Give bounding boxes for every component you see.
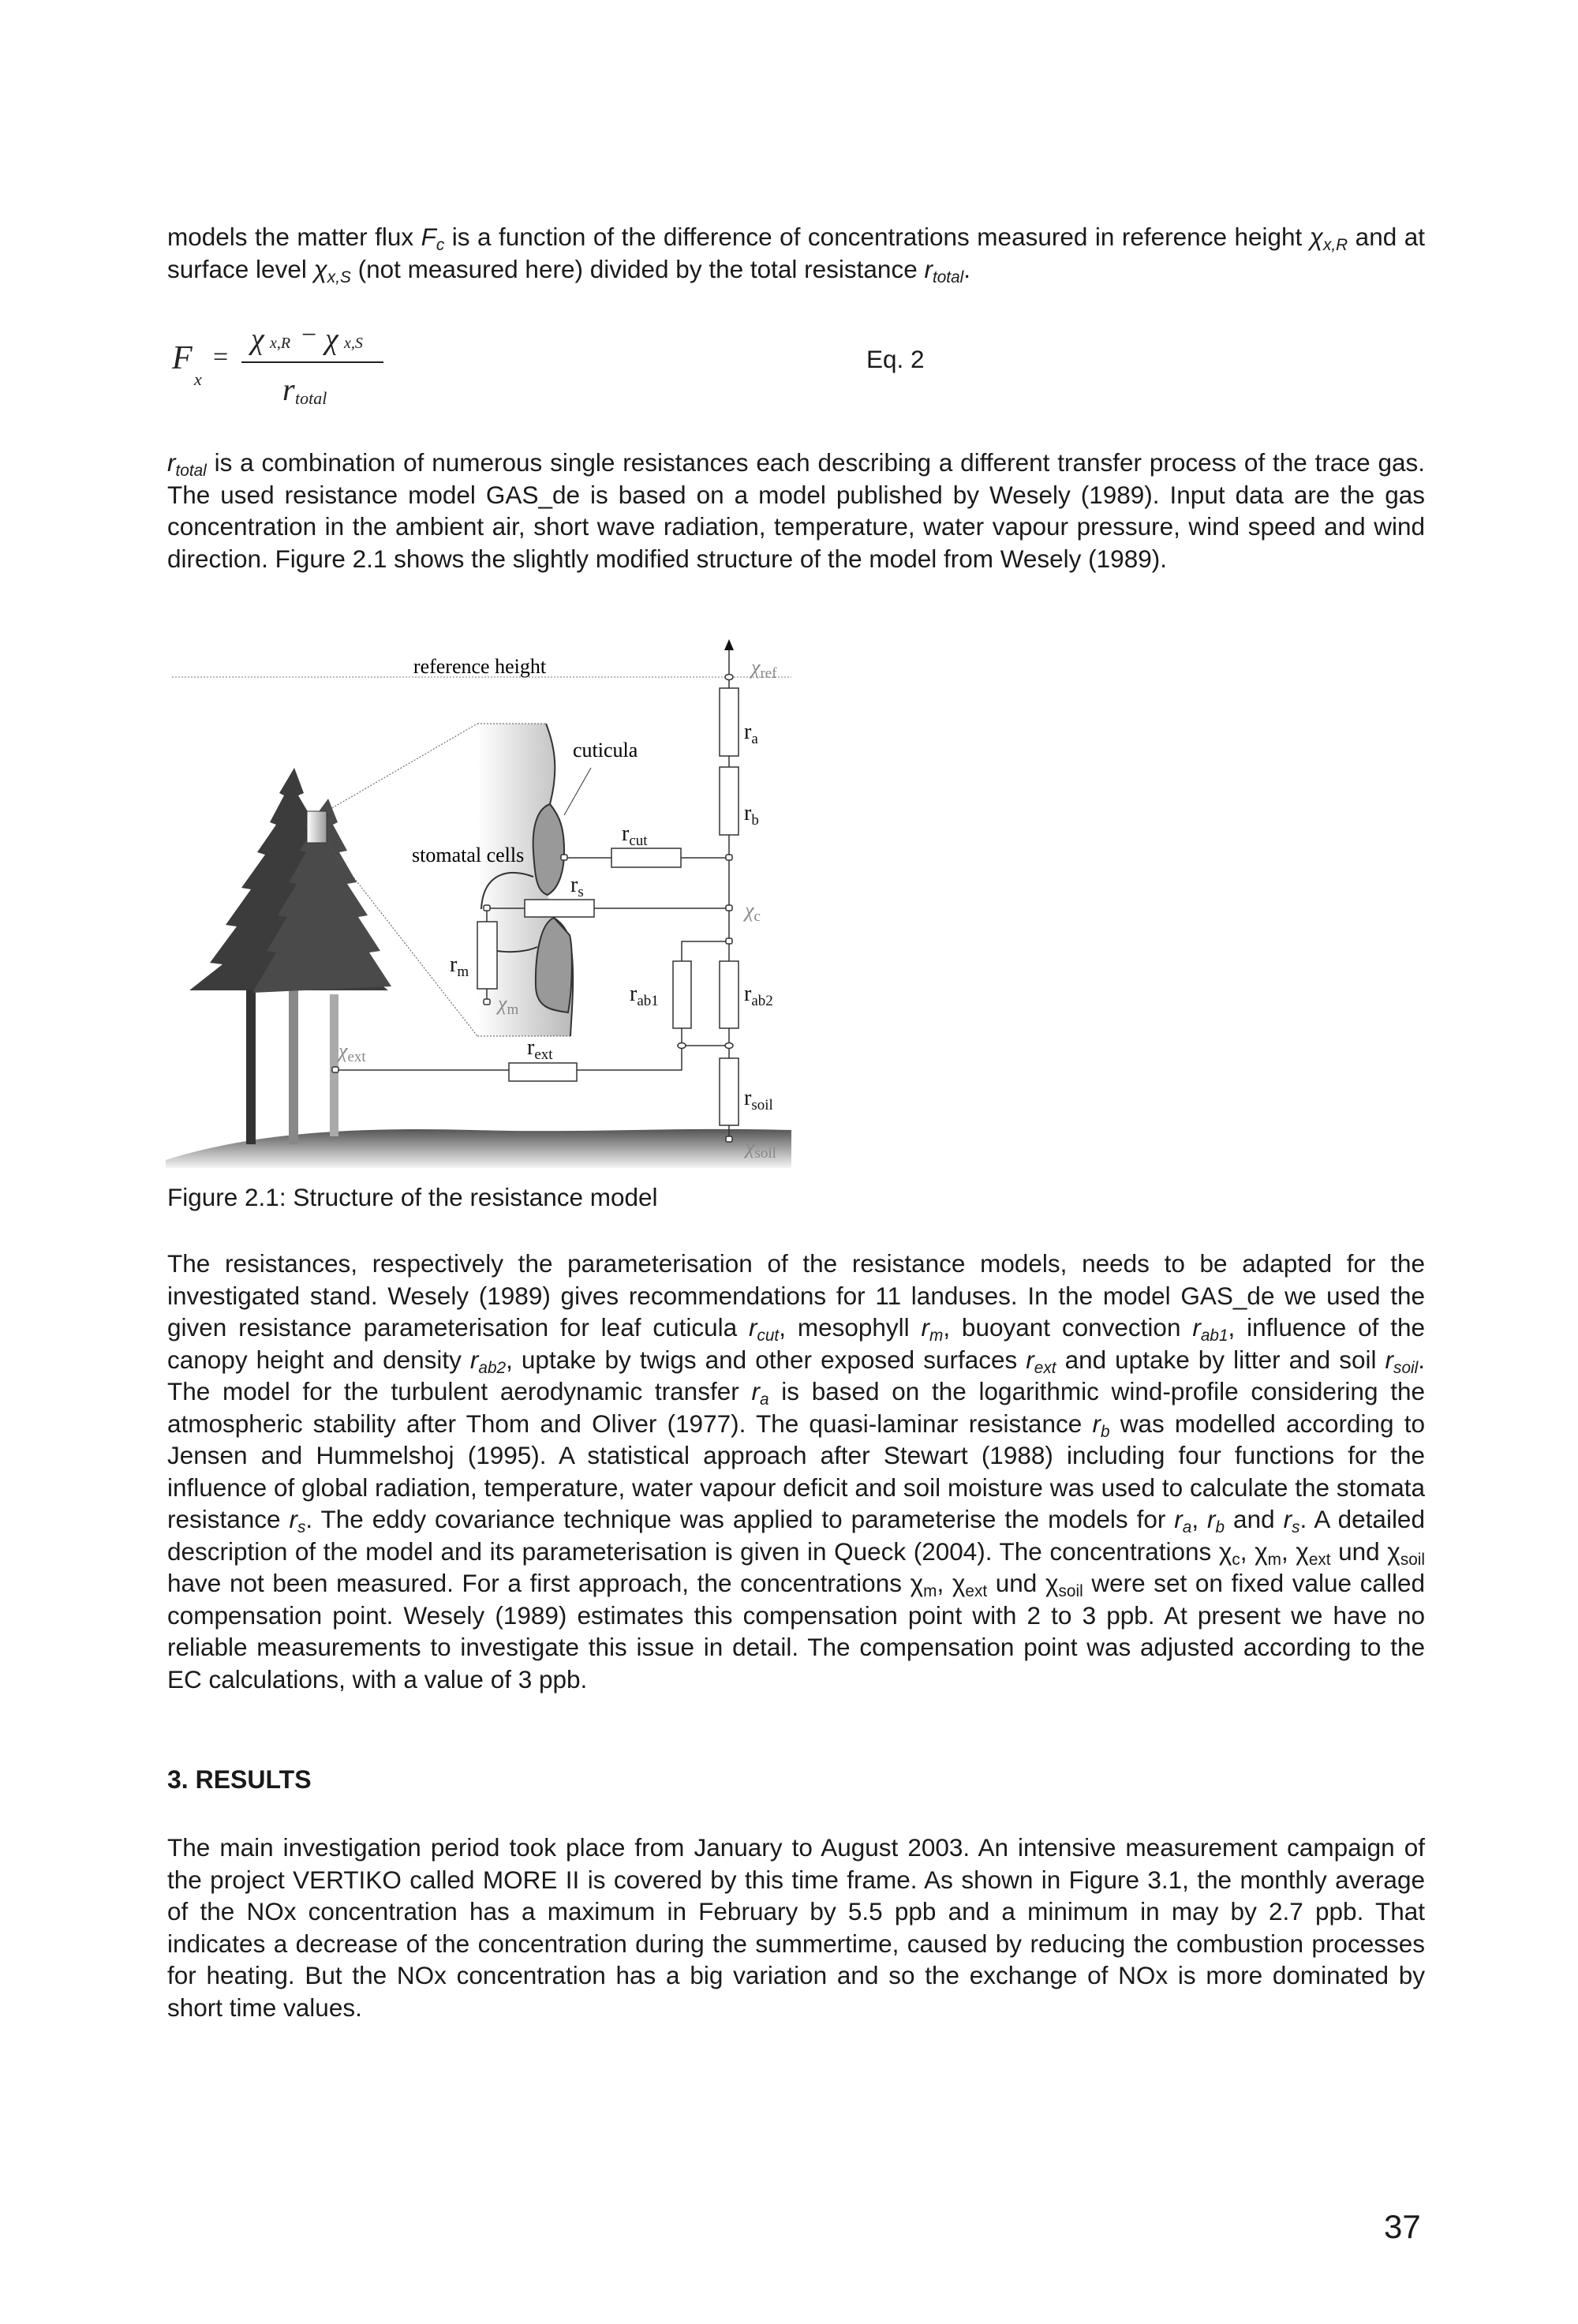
symbol-subscript: a	[759, 1390, 769, 1409]
reference-height-label: reference height	[413, 655, 547, 678]
math-symbol	[952, 1569, 988, 1600]
text-run: and	[1225, 1505, 1284, 1533]
flux-arrow-icon	[724, 639, 734, 650]
math-symbol	[421, 223, 445, 254]
eq-den: r	[282, 372, 295, 407]
cuticula-label: cuticula	[573, 739, 638, 762]
eq-equals: =	[213, 342, 229, 372]
symbol-subscript: ext	[1034, 1358, 1056, 1377]
math-symbol	[1218, 1536, 1240, 1569]
text-run: is based on the logarithmic wind-profile considering the atmospheric stability after Thom and Oliver (1977). The quasi-laminar resistance	[167, 1377, 1425, 1438]
math-symbol	[924, 254, 964, 286]
symbol-subscript: s	[297, 1518, 306, 1536]
math-symbol	[167, 448, 207, 480]
eq-minus: −	[301, 320, 317, 350]
resistor-rm	[477, 922, 497, 989]
math-symbol	[1174, 1505, 1192, 1536]
text-run: models the matter flux	[167, 223, 421, 251]
eq-den-sub: total	[295, 388, 327, 408]
cuticula-pointer	[564, 768, 591, 815]
text-run: and at surface level	[167, 223, 1425, 283]
label-chi-c: χc	[745, 899, 761, 925]
text-run: ,	[937, 1569, 952, 1597]
text-run: ,	[1240, 1536, 1255, 1566]
math-symbol	[289, 1505, 306, 1536]
resistor-rb	[720, 767, 739, 835]
label-chi-m: χm	[498, 992, 519, 1018]
ground	[166, 1129, 791, 1168]
text-run: , buoyant convection	[943, 1313, 1193, 1342]
symbol-subscript: total	[932, 268, 964, 286]
text-run: und	[987, 1569, 1045, 1597]
symbol-subscript: a	[1182, 1518, 1192, 1536]
paragraph-model	[167, 447, 1425, 574]
paragraph-results	[167, 1832, 1425, 2023]
zoom-line	[327, 724, 477, 811]
text-run: is a combination of numerous single resistances each describing a different transfer process of the trace gas. The used resistance model GAS_de is based on a model published by Wesely (1989). Input data are the gas concentration in the ambient air, short wave radiation, temperature, water vapour pressure, wind speed and wind direction. Figure 2.1 shows the slightly modified structure of the model from Wesely (1989).	[167, 448, 1425, 573]
text-run: (not measured here) divided by the total resistance	[350, 254, 925, 283]
text-run: .	[963, 254, 971, 283]
math-symbol	[1026, 1345, 1056, 1377]
symbol-base: r	[469, 1345, 479, 1374]
math-symbol	[1387, 1536, 1425, 1569]
equation-number: Eq. 2	[866, 345, 925, 373]
symbol-base: r	[1207, 1505, 1216, 1533]
resistor-rs	[525, 900, 594, 917]
text-run: is a function of the difference of concentrations measured in reference height	[444, 223, 1310, 251]
symbol-subscript: m	[929, 1326, 944, 1345]
text-run: The main investigation period took place from January to August 2003. An intensive measurement campaign of the project VERTIKO called MORE II is covered by this time frame. As shown in Figure 3.1, the monthly average of the NOx concentration has a maximum in February by 5.5 ppb and a minimum in may by 2.7 ppb. That indicates a decrease of the concentration during the summertime, caused by reducing the combustion processes for heating. But the NOx concentration has a big variation and so the exchange of NOx is more dominated by short time values.	[167, 1833, 1425, 2022]
symbol-base: r	[748, 1313, 757, 1342]
math-symbol	[1255, 1536, 1281, 1569]
page-number: 37	[1384, 2208, 1421, 2245]
resistor-rab1	[673, 961, 691, 1028]
symbol-subscript: c	[1232, 1550, 1240, 1569]
conifer-trees	[189, 768, 391, 993]
section-heading: 3. RESULTS	[167, 1765, 312, 1794]
math-symbol	[751, 1377, 769, 1409]
text-run: , mesophyll	[779, 1313, 922, 1342]
symbol-base: r	[167, 448, 176, 477]
math-symbol	[469, 1345, 507, 1377]
symbol-subscript: soil	[1058, 1581, 1083, 1600]
symbol-base: χ	[1218, 1536, 1232, 1566]
label-rab1: $r_{ab1}$	[630, 982, 659, 1009]
fraction-bar	[241, 361, 383, 363]
eq-num-a: χ	[251, 323, 264, 356]
tree-trunk	[289, 986, 298, 1144]
symbol-base: r	[921, 1313, 929, 1342]
symbol-base: χ	[1309, 223, 1323, 251]
label-ra: $r_a$	[744, 720, 758, 747]
symbol-base: r	[289, 1505, 298, 1533]
math-symbol	[1092, 1409, 1110, 1441]
resistor-ra	[720, 688, 739, 756]
symbol-base: χ	[313, 254, 327, 283]
text-run: ,	[1281, 1536, 1296, 1566]
resistance-model-figure	[158, 616, 805, 1184]
label-chi-ext: χext	[338, 1039, 366, 1065]
label-rb: $r_b$	[744, 801, 759, 829]
symbol-base: χ	[1255, 1536, 1268, 1566]
symbol-base: r	[1174, 1505, 1183, 1533]
resistor-rab2	[720, 961, 739, 1028]
text-run: . The eddy covariance technique was applied to parameterise the models for	[305, 1505, 1175, 1533]
symbol-subscript: m	[923, 1581, 937, 1600]
label-chi-ref: χref	[751, 656, 777, 682]
symbol-base: r	[751, 1377, 760, 1405]
resistor-rext	[509, 1063, 577, 1081]
symbol-subscript: ext	[1308, 1550, 1331, 1569]
label-rcut: $r_{cut}$	[622, 821, 648, 849]
symbol-subscript: s	[1292, 1518, 1300, 1536]
eq-lhs-sub: x	[194, 369, 202, 389]
guard-cell-upper	[533, 804, 564, 895]
math-symbol	[748, 1313, 780, 1345]
label-rab2: $r_{ab2}$	[744, 982, 773, 1009]
label-rsoil: $r_{soil}$	[744, 1086, 773, 1113]
paragraph-intro	[167, 221, 1425, 285]
text-run: ,	[1191, 1505, 1208, 1533]
symbol-base: r	[1385, 1345, 1394, 1374]
eq-num-b-sub: x,S	[344, 335, 363, 352]
symbol-base: χ	[910, 1569, 924, 1597]
text-run: . A detailed description of the model and its parameterisation is given in Queck (2004). The concentrations	[167, 1505, 1425, 1566]
eq-num-b: χ	[325, 323, 338, 356]
symbol-subscript: m	[1267, 1550, 1281, 1569]
math-symbol	[1045, 1569, 1083, 1600]
symbol-subscript: x,S	[327, 268, 351, 286]
label-chi-soil: χsoil	[746, 1136, 776, 1162]
eq-lhs: F	[172, 340, 193, 376]
label-rext: $r_{ext}$	[527, 1035, 553, 1063]
text-run: . The model for the turbulent aerodynamic transfer	[167, 1345, 1425, 1405]
symbol-subscript: c	[436, 235, 445, 254]
math-symbol	[1283, 1505, 1300, 1536]
symbol-subscript: x,R	[1323, 235, 1348, 254]
math-symbol	[1207, 1505, 1225, 1536]
text-run: The resistances, respectively the parameterisation of the resistance models, needs to be adapted for the investigated stand. Wesely (1989) gives recommendations for 11 landuses. In the model GAS_de we used the given resistance parameterisation for leaf cuticula	[167, 1249, 1425, 1342]
symbol-subscript: cut	[757, 1326, 780, 1345]
symbol-subscript: ab2	[478, 1358, 507, 1377]
label-rm: $r_m$	[450, 952, 469, 980]
symbol-base: χ	[1387, 1536, 1400, 1566]
symbol-subscript: b	[1215, 1518, 1225, 1536]
label-rs: $r_s$	[570, 873, 584, 900]
eq-num-a-sub: x,R	[270, 335, 291, 352]
text-run: were set on fixed value called compensation point. Wesely (1989) estimates this compensation point with 2 to 3 ppb. At present we have no reliable measurements to investigate this issue in detail. The compensation point was adjusted according to the EC calculations, with a value of 3 ppb.	[167, 1569, 1425, 1693]
text-run: and uptake by litter and soil	[1056, 1345, 1385, 1374]
symbol-subscript: total	[175, 461, 207, 480]
symbol-base: r	[1026, 1345, 1034, 1374]
symbol-base: r	[924, 254, 933, 283]
paragraph-resistances	[167, 1248, 1425, 1695]
symbol-subscript: b	[1100, 1422, 1110, 1441]
figure-caption: Figure 2.1: Structure of the resistance model	[167, 1183, 658, 1211]
symbol-base: r	[1192, 1313, 1201, 1342]
magnified-needle-box	[307, 811, 327, 843]
math-symbol	[1309, 223, 1348, 254]
resistor-rsoil	[720, 1058, 739, 1125]
stomatal-cells-label: stomatal cells	[412, 844, 525, 866]
symbol-base: χ	[1045, 1569, 1059, 1597]
symbol-subscript: soil	[1400, 1550, 1425, 1569]
resistor-rcut	[611, 848, 681, 867]
math-symbol	[1385, 1345, 1419, 1377]
math-symbol	[313, 254, 351, 286]
symbol-base: r	[1092, 1409, 1101, 1438]
symbol-base: F	[421, 223, 436, 251]
symbol-subscript: ext	[965, 1581, 988, 1600]
text-run: , uptake by twigs and other exposed surfaces	[506, 1345, 1026, 1374]
symbol-subscript: ab1	[1200, 1326, 1228, 1345]
text-run: und	[1330, 1536, 1388, 1566]
symbol-base: r	[1283, 1505, 1292, 1533]
symbol-base: χ	[952, 1569, 966, 1597]
tree-trunk	[246, 979, 256, 1144]
text-run: was modelled according to Jensen and Hummelshoj (1995). A statistical approach after Stewart (1988) including four functions for the influence of global radiation, temperature, water vapour deficit and soil moisture was used to calculate the stomata resistance	[167, 1409, 1425, 1533]
symbol-base: χ	[1296, 1536, 1309, 1566]
math-symbol	[1296, 1536, 1331, 1569]
math-symbol	[1192, 1313, 1228, 1345]
math-symbol	[910, 1569, 937, 1600]
text-run: , influence of the canopy height and density	[167, 1313, 1425, 1374]
math-symbol	[921, 1313, 944, 1345]
symbol-subscript: soil	[1393, 1358, 1419, 1377]
text-run: have not been measured. For a first approach, the concentrations	[167, 1569, 911, 1597]
tree-trunk	[330, 994, 338, 1136]
